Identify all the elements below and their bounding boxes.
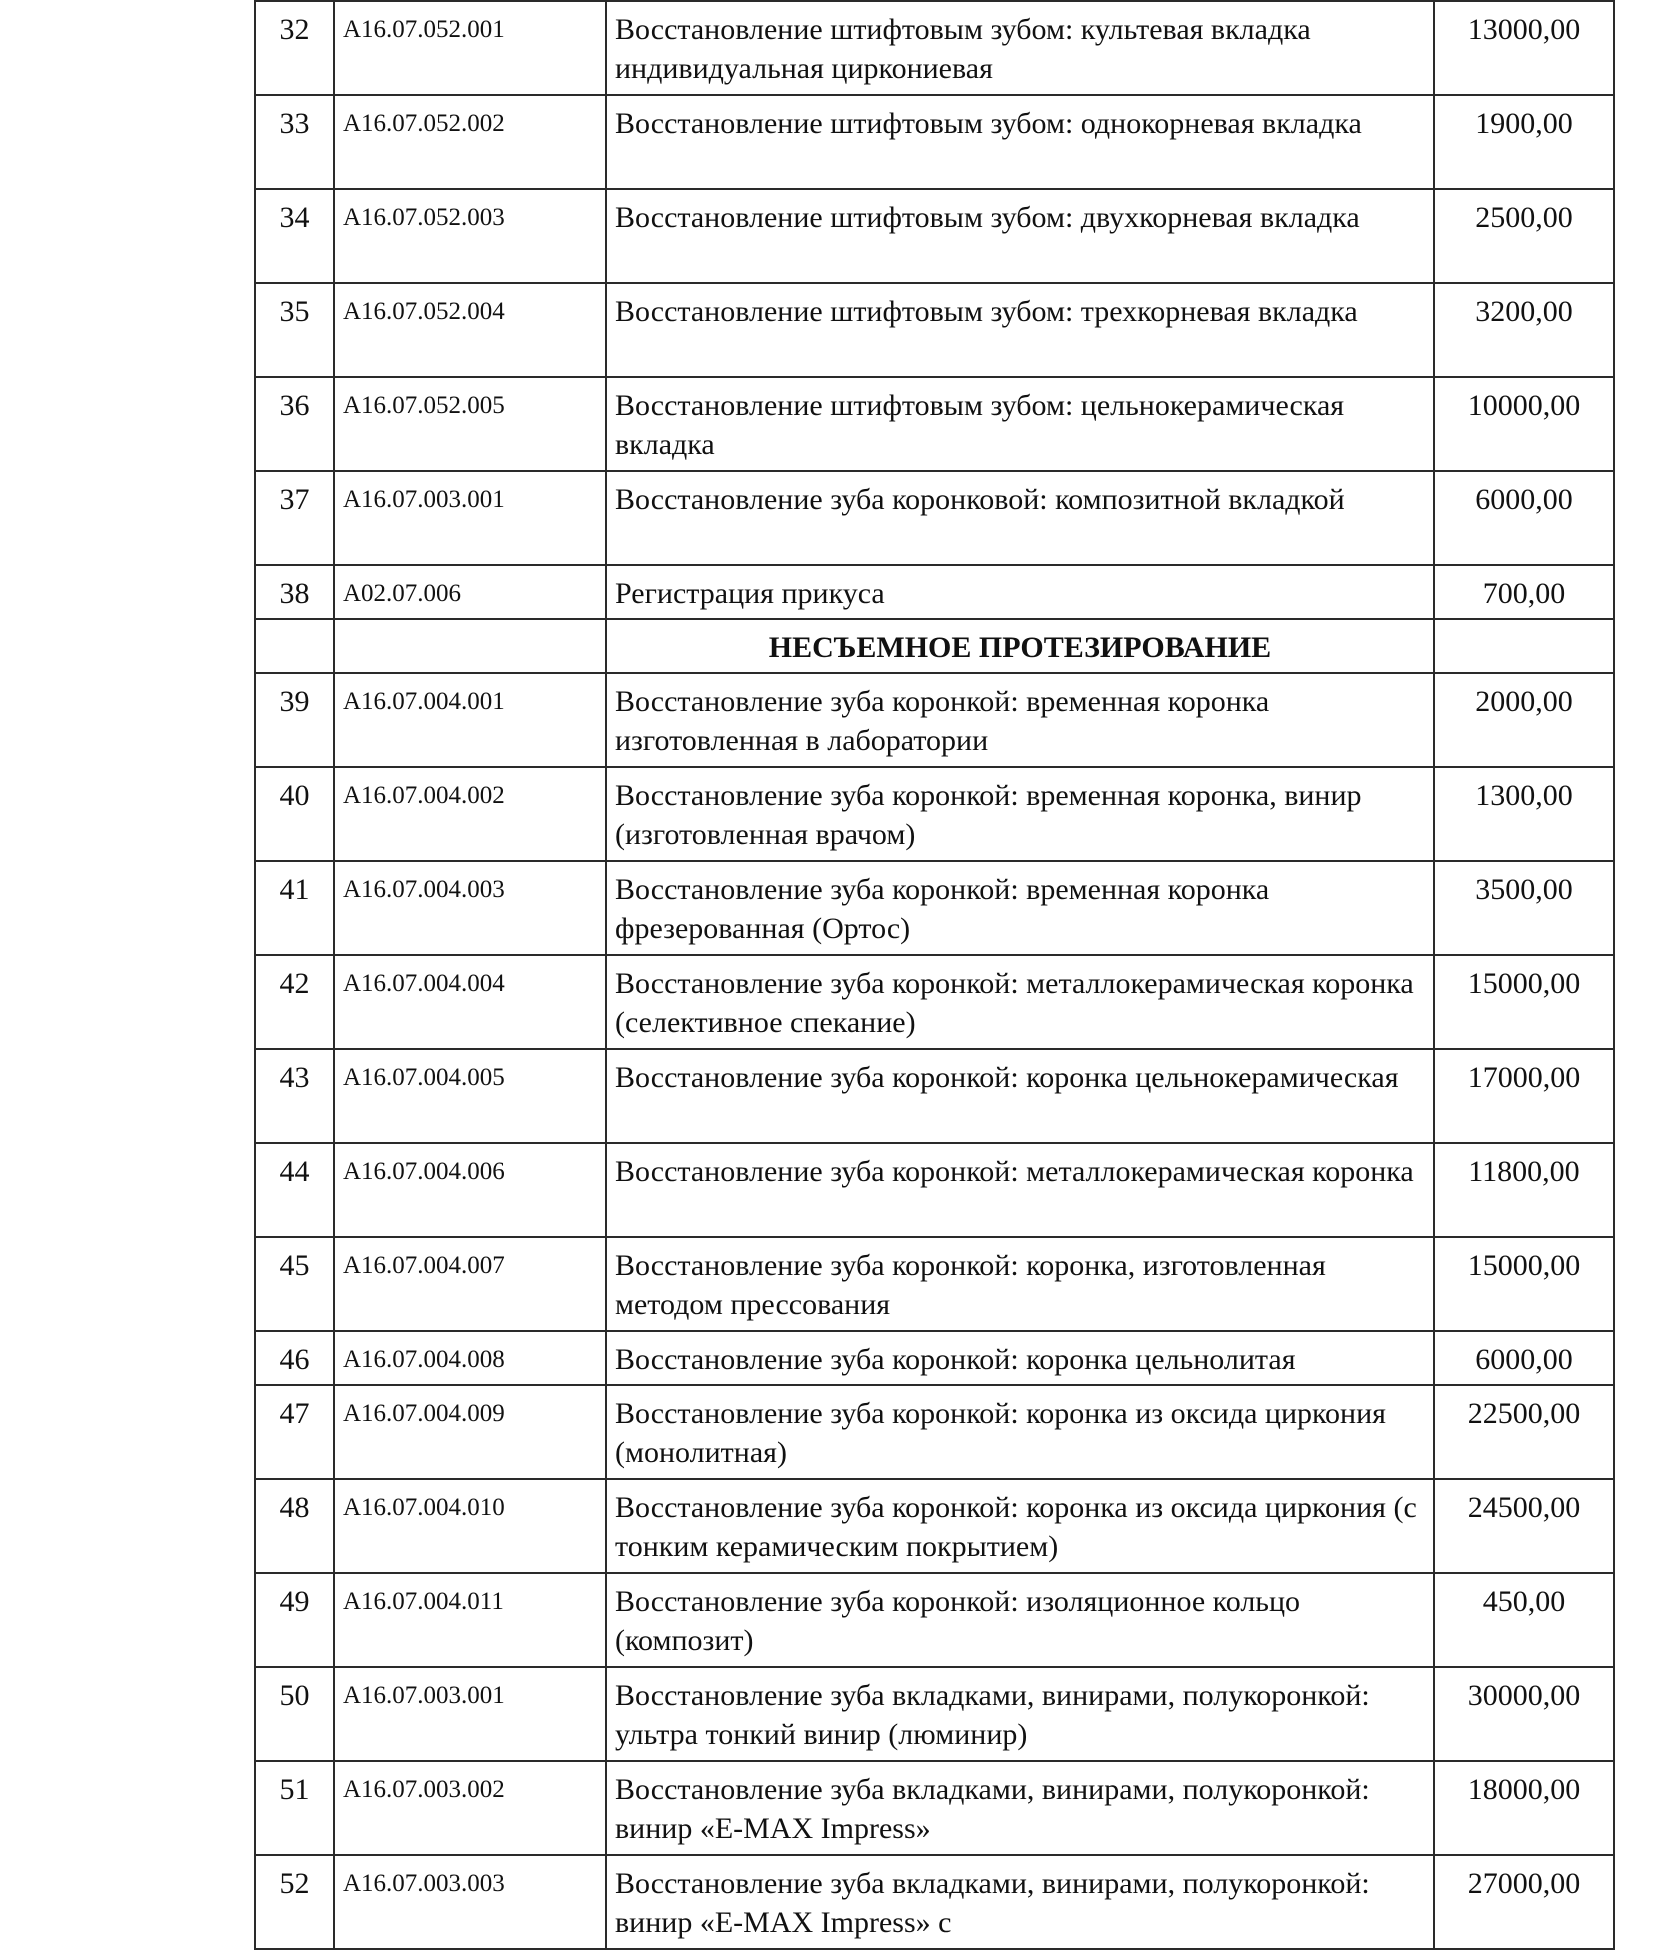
service-description: Восстановление штифтовым зубом: культевая вкладка индивидуальная циркониевая	[606, 1, 1434, 95]
section-header-group	[255, 619, 1614, 673]
service-code: А16.07.004.004	[334, 955, 606, 1049]
table-row	[255, 955, 1614, 1049]
service-description: Восстановление зуба вкладками, винирами, полукоронкой: винир «E-MAX Impress»	[606, 1761, 1434, 1855]
row-number: 51	[255, 1761, 334, 1855]
service-description: Восстановление зуба вкладками, винирами, полукоронкой: винир «E-MAX Impress» с	[606, 1855, 1434, 1949]
row-number: 42	[255, 955, 334, 1049]
row-number: 33	[255, 95, 334, 189]
service-description: Восстановление зуба коронкой: временная коронка фрезерованная (Ортос)	[606, 861, 1434, 955]
table-row	[255, 1855, 1614, 1949]
row-number: 35	[255, 283, 334, 377]
service-description: Восстановление зуба коронкой: коронка, изготовленная методом прессования	[606, 1237, 1434, 1331]
service-description: Восстановление зуба коронкой: коронка из оксида циркония (с тонким керамическим покрытием)	[606, 1479, 1434, 1573]
row-number: 46	[255, 1331, 334, 1385]
row-number: 39	[255, 673, 334, 767]
service-code: А16.07.052.001	[334, 1, 606, 95]
row-number: 37	[255, 471, 334, 565]
table-row	[255, 1667, 1614, 1761]
service-description: Восстановление штифтовым зубом: однокорневая вкладка	[606, 95, 1434, 189]
service-price: 30000,00	[1434, 1667, 1614, 1761]
service-code: А16.07.004.010	[334, 1479, 606, 1573]
service-code: А16.07.052.004	[334, 283, 606, 377]
price-table	[254, 0, 1615, 1950]
service-price: 6000,00	[1434, 471, 1614, 565]
table-row	[255, 565, 1614, 619]
section-header-row	[255, 619, 1614, 673]
table-row	[255, 1, 1614, 95]
service-price: 15000,00	[1434, 1237, 1614, 1331]
service-description: Восстановление зуба коронкой: коронка цельнолитая	[606, 1331, 1434, 1385]
service-code: А16.07.052.002	[334, 95, 606, 189]
table-row	[255, 1761, 1614, 1855]
service-price: 15000,00	[1434, 955, 1614, 1049]
service-price: 2000,00	[1434, 673, 1614, 767]
service-price: 22500,00	[1434, 1385, 1614, 1479]
service-description: Восстановление зуба вкладками, винирами, полукоронкой: ультра тонкий винир (люминир)	[606, 1667, 1434, 1761]
section-price-cell	[1434, 619, 1614, 673]
service-description: Регистрация прикуса	[606, 565, 1434, 619]
row-number: 43	[255, 1049, 334, 1143]
service-description: Восстановление зуба коронкой: изоляционное кольцо (композит)	[606, 1573, 1434, 1667]
service-code: А16.07.004.005	[334, 1049, 606, 1143]
service-price: 700,00	[1434, 565, 1614, 619]
service-price: 11800,00	[1434, 1143, 1614, 1237]
service-code: А02.07.006	[334, 565, 606, 619]
table-row	[255, 1143, 1614, 1237]
row-number: 48	[255, 1479, 334, 1573]
service-price: 450,00	[1434, 1573, 1614, 1667]
service-price: 17000,00	[1434, 1049, 1614, 1143]
row-number: 50	[255, 1667, 334, 1761]
service-price: 1900,00	[1434, 95, 1614, 189]
service-description: Восстановление зуба коронкой: металлокерамическая коронка (селективное спекание)	[606, 955, 1434, 1049]
service-code: А16.07.003.001	[334, 1667, 606, 1761]
service-code: А16.07.004.006	[334, 1143, 606, 1237]
row-number: 52	[255, 1855, 334, 1949]
service-description: Восстановление штифтовым зубом: трехкорневая вкладка	[606, 283, 1434, 377]
service-code: А16.07.004.003	[334, 861, 606, 955]
table-row	[255, 673, 1614, 767]
service-price: 18000,00	[1434, 1761, 1614, 1855]
service-description: Восстановление зуба коронкой: временная коронка, винир (изготовленная врачом)	[606, 767, 1434, 861]
row-number: 34	[255, 189, 334, 283]
row-number: 49	[255, 1573, 334, 1667]
service-code: А16.07.003.002	[334, 1761, 606, 1855]
service-code: А16.07.052.005	[334, 377, 606, 471]
row-number: 45	[255, 1237, 334, 1331]
service-description: Восстановление зуба коронкой: коронка цельнокерамическая	[606, 1049, 1434, 1143]
service-price: 6000,00	[1434, 1331, 1614, 1385]
service-description: Восстановление зуба коронкой: коронка из оксида циркония (монолитная)	[606, 1385, 1434, 1479]
row-number: 47	[255, 1385, 334, 1479]
section-code-cell	[334, 619, 606, 673]
service-code: А16.07.004.008	[334, 1331, 606, 1385]
service-price: 24500,00	[1434, 1479, 1614, 1573]
row-number: 40	[255, 767, 334, 861]
section-num-cell	[255, 619, 334, 673]
service-price: 3500,00	[1434, 861, 1614, 955]
service-price: 10000,00	[1434, 377, 1614, 471]
service-price: 13000,00	[1434, 1, 1614, 95]
service-code: А16.07.004.002	[334, 767, 606, 861]
service-code: А16.07.052.003	[334, 189, 606, 283]
service-code: А16.07.003.003	[334, 1855, 606, 1949]
service-description: Восстановление штифтовым зубом: двухкорневая вкладка	[606, 189, 1434, 283]
service-code: А16.07.004.009	[334, 1385, 606, 1479]
table-row	[255, 1331, 1614, 1385]
table-row	[255, 95, 1614, 189]
table-row	[255, 1049, 1614, 1143]
service-price: 27000,00	[1434, 1855, 1614, 1949]
row-number: 44	[255, 1143, 334, 1237]
service-description: Восстановление зуба коронкой: металлокерамическая коронка	[606, 1143, 1434, 1237]
section-title: НЕСЪЕМНОЕ ПРОТЕЗИРОВАНИЕ	[606, 619, 1434, 673]
service-code: А16.07.004.001	[334, 673, 606, 767]
service-code: А16.07.003.001	[334, 471, 606, 565]
table-row	[255, 471, 1614, 565]
service-description: Восстановление зуба коронковой: композитной вкладкой	[606, 471, 1434, 565]
row-number: 36	[255, 377, 334, 471]
table-row	[255, 767, 1614, 861]
service-price: 3200,00	[1434, 283, 1614, 377]
service-description: Восстановление штифтовым зубом: цельнокерамическая вкладка	[606, 377, 1434, 471]
table-row	[255, 1237, 1614, 1331]
service-code: А16.07.004.007	[334, 1237, 606, 1331]
service-price: 1300,00	[1434, 767, 1614, 861]
table-row	[255, 377, 1614, 471]
table-row	[255, 861, 1614, 955]
table-row	[255, 1479, 1614, 1573]
table-row	[255, 1573, 1614, 1667]
table-row	[255, 1385, 1614, 1479]
table-row	[255, 189, 1614, 283]
service-price: 2500,00	[1434, 189, 1614, 283]
service-code: А16.07.004.011	[334, 1573, 606, 1667]
service-description: Восстановление зуба коронкой: временная коронка изготовленная в лаборатории	[606, 673, 1434, 767]
table-row	[255, 283, 1614, 377]
row-number: 32	[255, 1, 334, 95]
price-table-body-top	[255, 1, 1614, 619]
row-number: 38	[255, 565, 334, 619]
price-table-body-bottom	[255, 673, 1614, 1949]
row-number: 41	[255, 861, 334, 955]
